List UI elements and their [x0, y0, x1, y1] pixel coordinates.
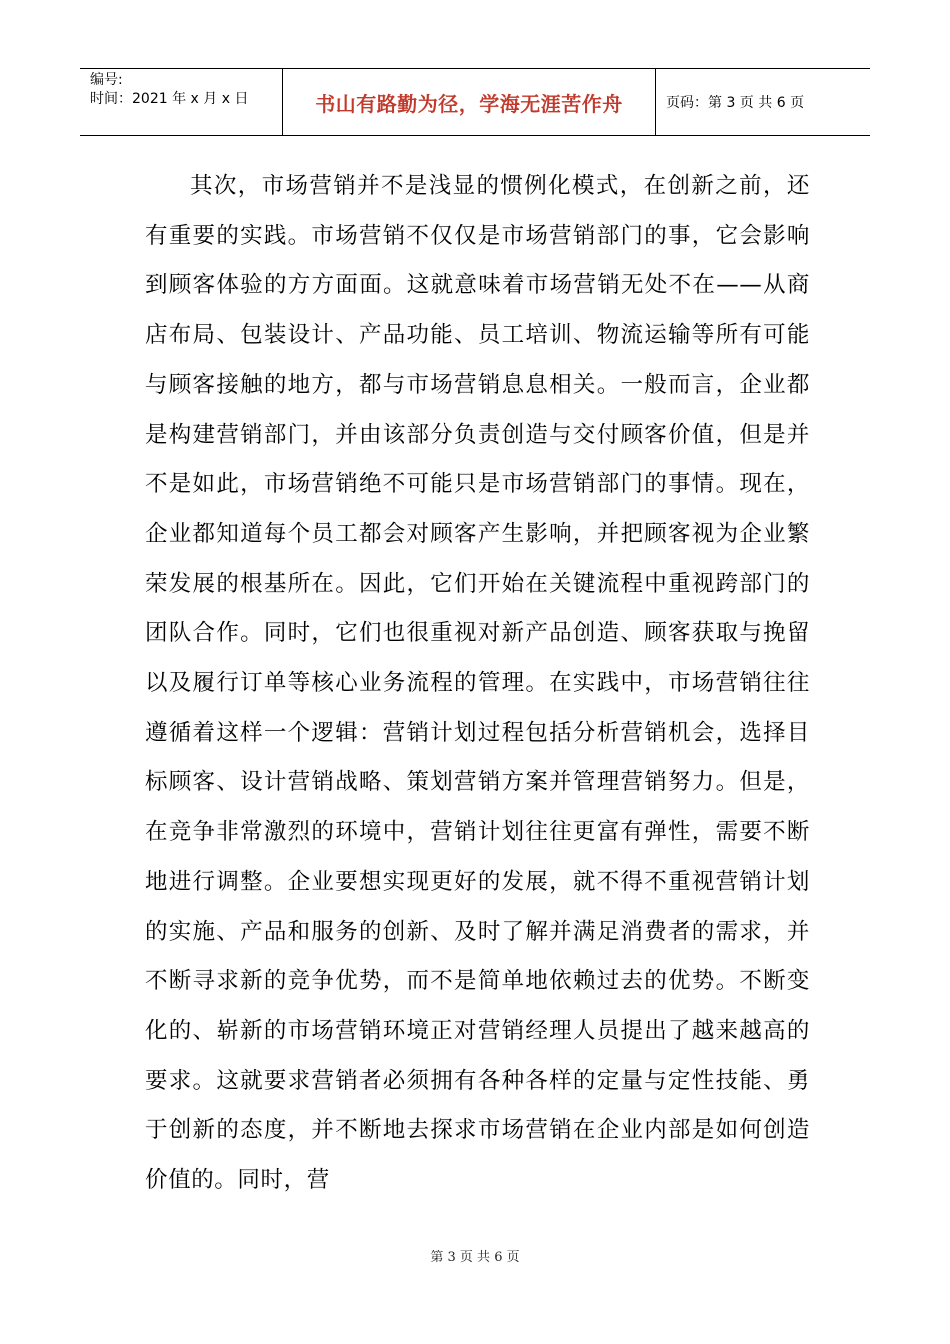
header-meta-cell [80, 69, 282, 135]
page-footer: 第 3 页 共 6 页 [430, 1250, 520, 1265]
body-paragraph: 其次，市场营销并不是浅显的惯例化模式，在创新之前，还有重要的实践。市场营销不仅仅是市场营销部门的事，它会影响到顾客体验的方方面面。这就意味着市场营销无处不在——从商店布局、包装设计、产品功能、员工培训、物流运输等所有可能与顾客接触的地方，都与市场营销息息相关。一般而言，企业都是构建营销部门，并由该部分负责创造与交付顾客价值，但是并不是如此，市场营销绝不可能只是市场营销部门的事情。现在，企业都知道每个员工都会对顾客产生影响，并把顾客视为企业繁荣发展的根基所在。因此，它们开始在关键流程中重视跨部门的团队合作。同时，它们也很重视对新产品创造、顾客获取与挽留以及履行订单等核心业务流程的管理。在实践中，市场营销往往遵循着这样一个逻辑：营销计划过程包括分析营销机会，选择目标顾客、设计营销战略、策划营销方案并管理营销努力。但是，在竞争非常激烈的环境中，营销计划往往更富有弹性，需要不断地进行调整。企业要想实现更好的发展，就不得不重视营销计划的实施、产品和服务的创新、及时了解并满足消费者的需求，并不断寻求新的竞争优势，而不是简单地依赖过去的优势。不断变化的、崭新的市场营销环境正对营销经理人员提出了越来越高的要求。这就要求营销者必须拥有各种各样的定量与定性技能、勇于创新的态度，并不断地去探求市场营销在企业内部是如何创造价值的。同时，营 [145, 173, 810, 1194]
header-motto: 书山有路勤为径，学海无涯苦作舟 [315, 91, 623, 116]
document-date: 时间：2021 年 x 月 x 日 [90, 91, 249, 107]
document-header [80, 68, 870, 136]
header-motto-cell [282, 69, 656, 135]
header-page-cell [656, 69, 870, 135]
document-number-label: 编号: [90, 72, 123, 88]
header-page-code: 页码：第 3 页 共 6 页 [666, 95, 805, 111]
